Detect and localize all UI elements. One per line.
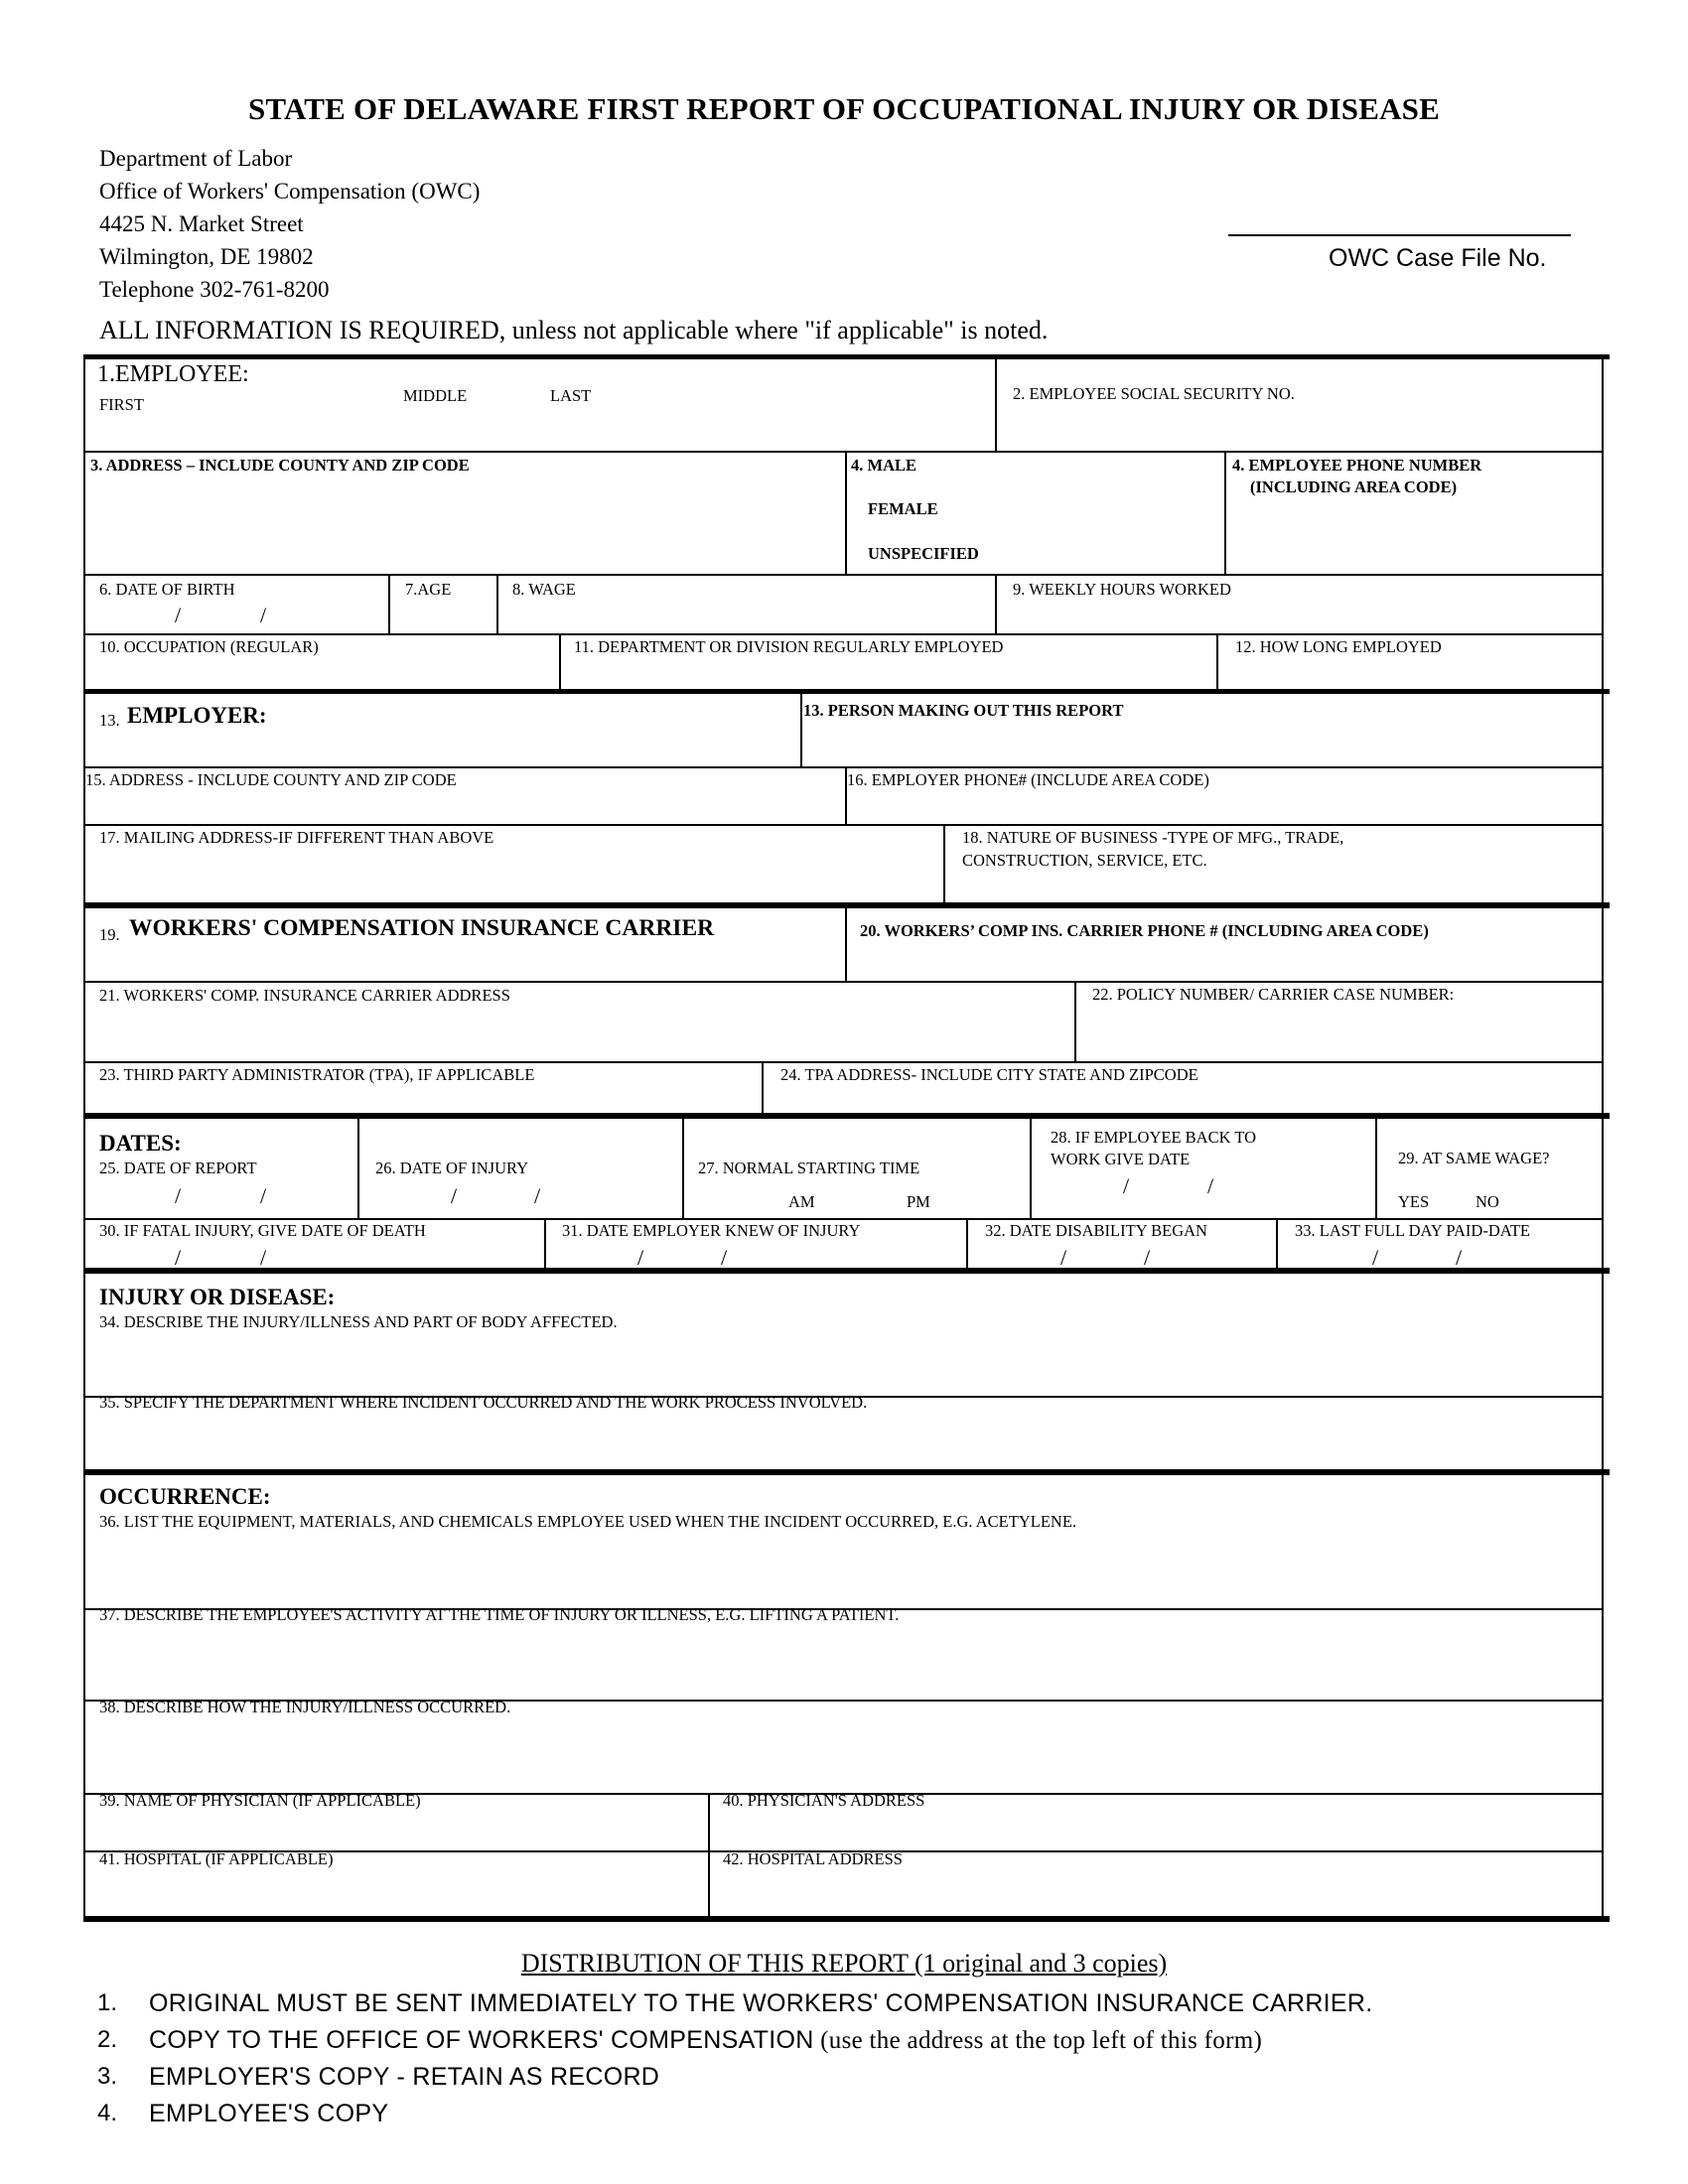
dob-label: 6. DATE OF BIRTH xyxy=(99,580,235,599)
injury-heading: INJURY OR DISEASE: xyxy=(99,1285,336,1309)
case-file-label: OWC Case File No. xyxy=(1329,244,1547,272)
how-occurred-label: 38. DESCRIBE HOW THE INJURY/ILLNESS OCCURRED. xyxy=(99,1698,511,1716)
date-of-report-label: 25. DATE OF REPORT xyxy=(99,1159,257,1177)
date-slash: / xyxy=(1060,1245,1067,1270)
form-title: STATE OF DELAWARE FIRST REPORT OF OCCUPATIONAL INJURY OR DISEASE xyxy=(247,91,1441,126)
am-option[interactable]: AM xyxy=(788,1192,815,1211)
ssn-field[interactable] xyxy=(997,359,1603,451)
required-note: ALL INFORMATION IS REQUIRED, unless not applicable where "if applicable" is noted. xyxy=(99,316,1049,344)
date-slash: / xyxy=(1456,1245,1463,1270)
item-text: ORIGINAL MUST BE SENT IMMEDIATELY TO THE WORKERS' COMPENSATION INSURANCE CARRIER. xyxy=(149,1989,1373,2017)
occupation-label: 10. OCCUPATION (REGULAR) xyxy=(99,637,319,656)
age-label: 7.AGE xyxy=(405,580,452,599)
item-number: 2. xyxy=(97,2025,118,2053)
date-slash: / xyxy=(721,1245,728,1270)
date-slash: / xyxy=(1207,1173,1214,1198)
mailing-address-label: 17. MAILING ADDRESS-IF DIFFERENT THAN ABOVE xyxy=(99,828,494,847)
employee-phone-label-2: (INCLUDING AREA CODE) xyxy=(1250,478,1458,496)
hospital-address-label: 42. HOSPITAL ADDRESS xyxy=(723,1849,903,1868)
dates-heading: DATES: xyxy=(99,1131,182,1156)
nature-of-business-label-2: CONSTRUCTION, SERVICE, ETC. xyxy=(962,851,1207,870)
department-label: 11. DEPARTMENT OR DIVISION REGULARLY EMPLOYED xyxy=(574,637,1004,656)
carrier-phone-label: 20. WORKERS’ COMP INS. CARRIER PHONE # (INCLUDING AREA CODE) xyxy=(860,921,1429,940)
gender-unspecified-option[interactable]: UNSPECIFIED xyxy=(868,544,979,563)
date-slash: / xyxy=(260,1183,267,1208)
carrier-phone-field[interactable] xyxy=(847,908,1603,981)
injury-description-field[interactable] xyxy=(85,1274,1603,1396)
address-line: 4425 N. Market Street xyxy=(99,211,304,236)
carrier-address-label: 21. WORKERS' COMP. INSURANCE CARRIER ADDRESS xyxy=(99,986,510,1005)
address-line: Office of Workers' Compensation (OWC) xyxy=(99,179,481,204)
list-item xyxy=(97,1985,1373,2022)
activity-label: 37. DESCRIBE THE EMPLOYEE'S ACTIVITY AT THE TIME OF INJURY OR ILLNESS, E.G. LIFTING A PATIENT. xyxy=(99,1605,900,1624)
equipment-label: 36. LIST THE EQUIPMENT, MATERIALS, AND CHEMICALS EMPLOYEE USED WHEN THE INCIDENT OCCURRED, E.G. ACETYLENE. xyxy=(99,1512,1077,1531)
date-slash: / xyxy=(175,603,182,627)
last-paid-label: 33. LAST FULL DAY PAID-DATE xyxy=(1295,1221,1530,1240)
wage-label: 8. WAGE xyxy=(512,580,576,599)
same-wage-label: 29. AT SAME WAGE? xyxy=(1398,1149,1550,1167)
employer-knew-label: 31. DATE EMPLOYER KNEW OF INJURY xyxy=(562,1221,861,1240)
employer-label: EMPLOYER: xyxy=(127,703,267,728)
date-slash: / xyxy=(1144,1245,1151,1270)
address-label: 3. ADDRESS – INCLUDE COUNTY AND ZIP CODE xyxy=(90,456,470,475)
starting-time-label: 27. NORMAL STARTING TIME xyxy=(698,1159,920,1177)
first-name-label: FIRST xyxy=(99,395,144,414)
carrier-label: WORKERS' COMPENSATION INSURANCE CARRIER xyxy=(129,915,715,941)
section-divider xyxy=(83,1916,1610,1922)
physician-address-label: 40. PHYSICIAN'S ADDRESS xyxy=(723,1791,925,1810)
how-long-employed-label: 12. HOW LONG EMPLOYED xyxy=(1235,637,1442,656)
address-line: Telephone 302-761-8200 xyxy=(99,277,330,302)
back-to-work-label: 28. IF EMPLOYEE BACK TO xyxy=(1051,1128,1257,1147)
item-note: (use the address at the top left of this form) xyxy=(813,2026,1263,2054)
item-number: 1. xyxy=(97,1989,118,2016)
list-item xyxy=(97,2059,1373,2096)
date-slash: / xyxy=(534,1183,541,1208)
tpa-label: 23. THIRD PARTY ADMINISTRATOR (TPA), IF APPLICABLE xyxy=(99,1065,535,1084)
date-slash: / xyxy=(260,1245,267,1270)
last-name-label: LAST xyxy=(550,386,592,405)
policy-number-label: 22. POLICY NUMBER/ CARRIER CASE NUMBER: xyxy=(1092,985,1455,1004)
hospital-label: 41. HOSPITAL (IF APPLICABLE) xyxy=(99,1849,334,1868)
gender-female-option[interactable]: FEMALE xyxy=(868,499,938,518)
ssn-label: 2. EMPLOYEE SOCIAL SECURITY NO. xyxy=(1013,384,1295,403)
date-slash: / xyxy=(175,1245,182,1270)
item-number: 3. xyxy=(97,2063,118,2090)
employee-label: 1.EMPLOYEE: xyxy=(97,361,249,387)
date-slash: / xyxy=(1123,1173,1130,1198)
pm-option[interactable]: PM xyxy=(907,1192,930,1211)
carrier-number: 19. xyxy=(99,925,120,944)
occurrence-heading: OCCURRENCE: xyxy=(99,1484,271,1509)
date-slash: / xyxy=(1372,1245,1379,1270)
yes-option[interactable]: YES xyxy=(1398,1192,1430,1211)
address-line: Wilmington, DE 19802 xyxy=(99,244,314,269)
date-of-death-label: 30. IF FATAL INJURY, GIVE DATE OF DEATH xyxy=(99,1221,426,1240)
address-line: Department of Labor xyxy=(99,146,293,171)
employer-address-label: 15. ADDRESS - INCLUDE COUNTY AND ZIP CODE xyxy=(85,770,457,789)
case-file-number-field[interactable] xyxy=(1228,234,1571,236)
date-slash: / xyxy=(175,1183,182,1208)
weekly-hours-label: 9. WEEKLY HOURS WORKED xyxy=(1013,580,1231,599)
employer-phone-label: 16. EMPLOYER PHONE# (INCLUDE AREA CODE) xyxy=(847,770,1209,789)
equipment-field[interactable] xyxy=(85,1475,1603,1608)
item-text: EMPLOYER'S COPY - RETAIN AS RECORD xyxy=(149,2063,660,2091)
date-of-injury-label: 26. DATE OF INJURY xyxy=(375,1159,529,1177)
gender-male-option[interactable]: 4. MALE xyxy=(851,456,916,475)
middle-name-label: MIDDLE xyxy=(403,386,468,405)
item-text: COPY TO THE OFFICE OF WORKERS' COMPENSATION xyxy=(149,2025,814,2054)
tpa-address-label: 24. TPA ADDRESS- INCLUDE CITY STATE AND ZIPCODE xyxy=(780,1065,1198,1084)
col-divider xyxy=(845,451,847,574)
date-slash: / xyxy=(451,1183,458,1208)
distribution-title xyxy=(0,1949,1688,1979)
distribution-title-text: DISTRIBUTION OF THIS REPORT (1 original and 3 copies) xyxy=(520,1949,1168,1978)
physician-name-label: 39. NAME OF PHYSICIAN (IF APPLICABLE) xyxy=(99,1791,421,1810)
item-number: 4. xyxy=(97,2099,118,2126)
nature-of-business-label: 18. NATURE OF BUSINESS -TYPE OF MFG., TRADE, xyxy=(962,828,1344,847)
item-text: EMPLOYEE'S COPY xyxy=(149,2099,389,2127)
date-slash: / xyxy=(260,603,267,627)
no-option[interactable]: NO xyxy=(1476,1192,1499,1211)
employer-number: 13. xyxy=(99,711,120,730)
disability-began-label: 32. DATE DISABILITY BEGAN xyxy=(985,1221,1207,1240)
injury-description-label: 34. DESCRIBE THE INJURY/ILLNESS AND PART OF BODY AFFECTED. xyxy=(99,1312,618,1331)
list-item xyxy=(97,2022,1373,2060)
agency-address xyxy=(99,142,480,306)
date-slash: / xyxy=(637,1245,644,1270)
department-process-label: 35. SPECIFY THE DEPARTMENT WHERE INCIDENT OCCURRED AND THE WORK PROCESS INVOLVED. xyxy=(99,1393,868,1412)
distribution-list xyxy=(97,1985,1373,2131)
employee-phone-label: 4. EMPLOYEE PHONE NUMBER xyxy=(1232,456,1482,475)
list-item xyxy=(97,2096,1373,2132)
back-to-work-label-2: WORK GIVE DATE xyxy=(1051,1150,1191,1168)
person-reporting-label: 13. PERSON MAKING OUT THIS REPORT xyxy=(803,701,1124,720)
